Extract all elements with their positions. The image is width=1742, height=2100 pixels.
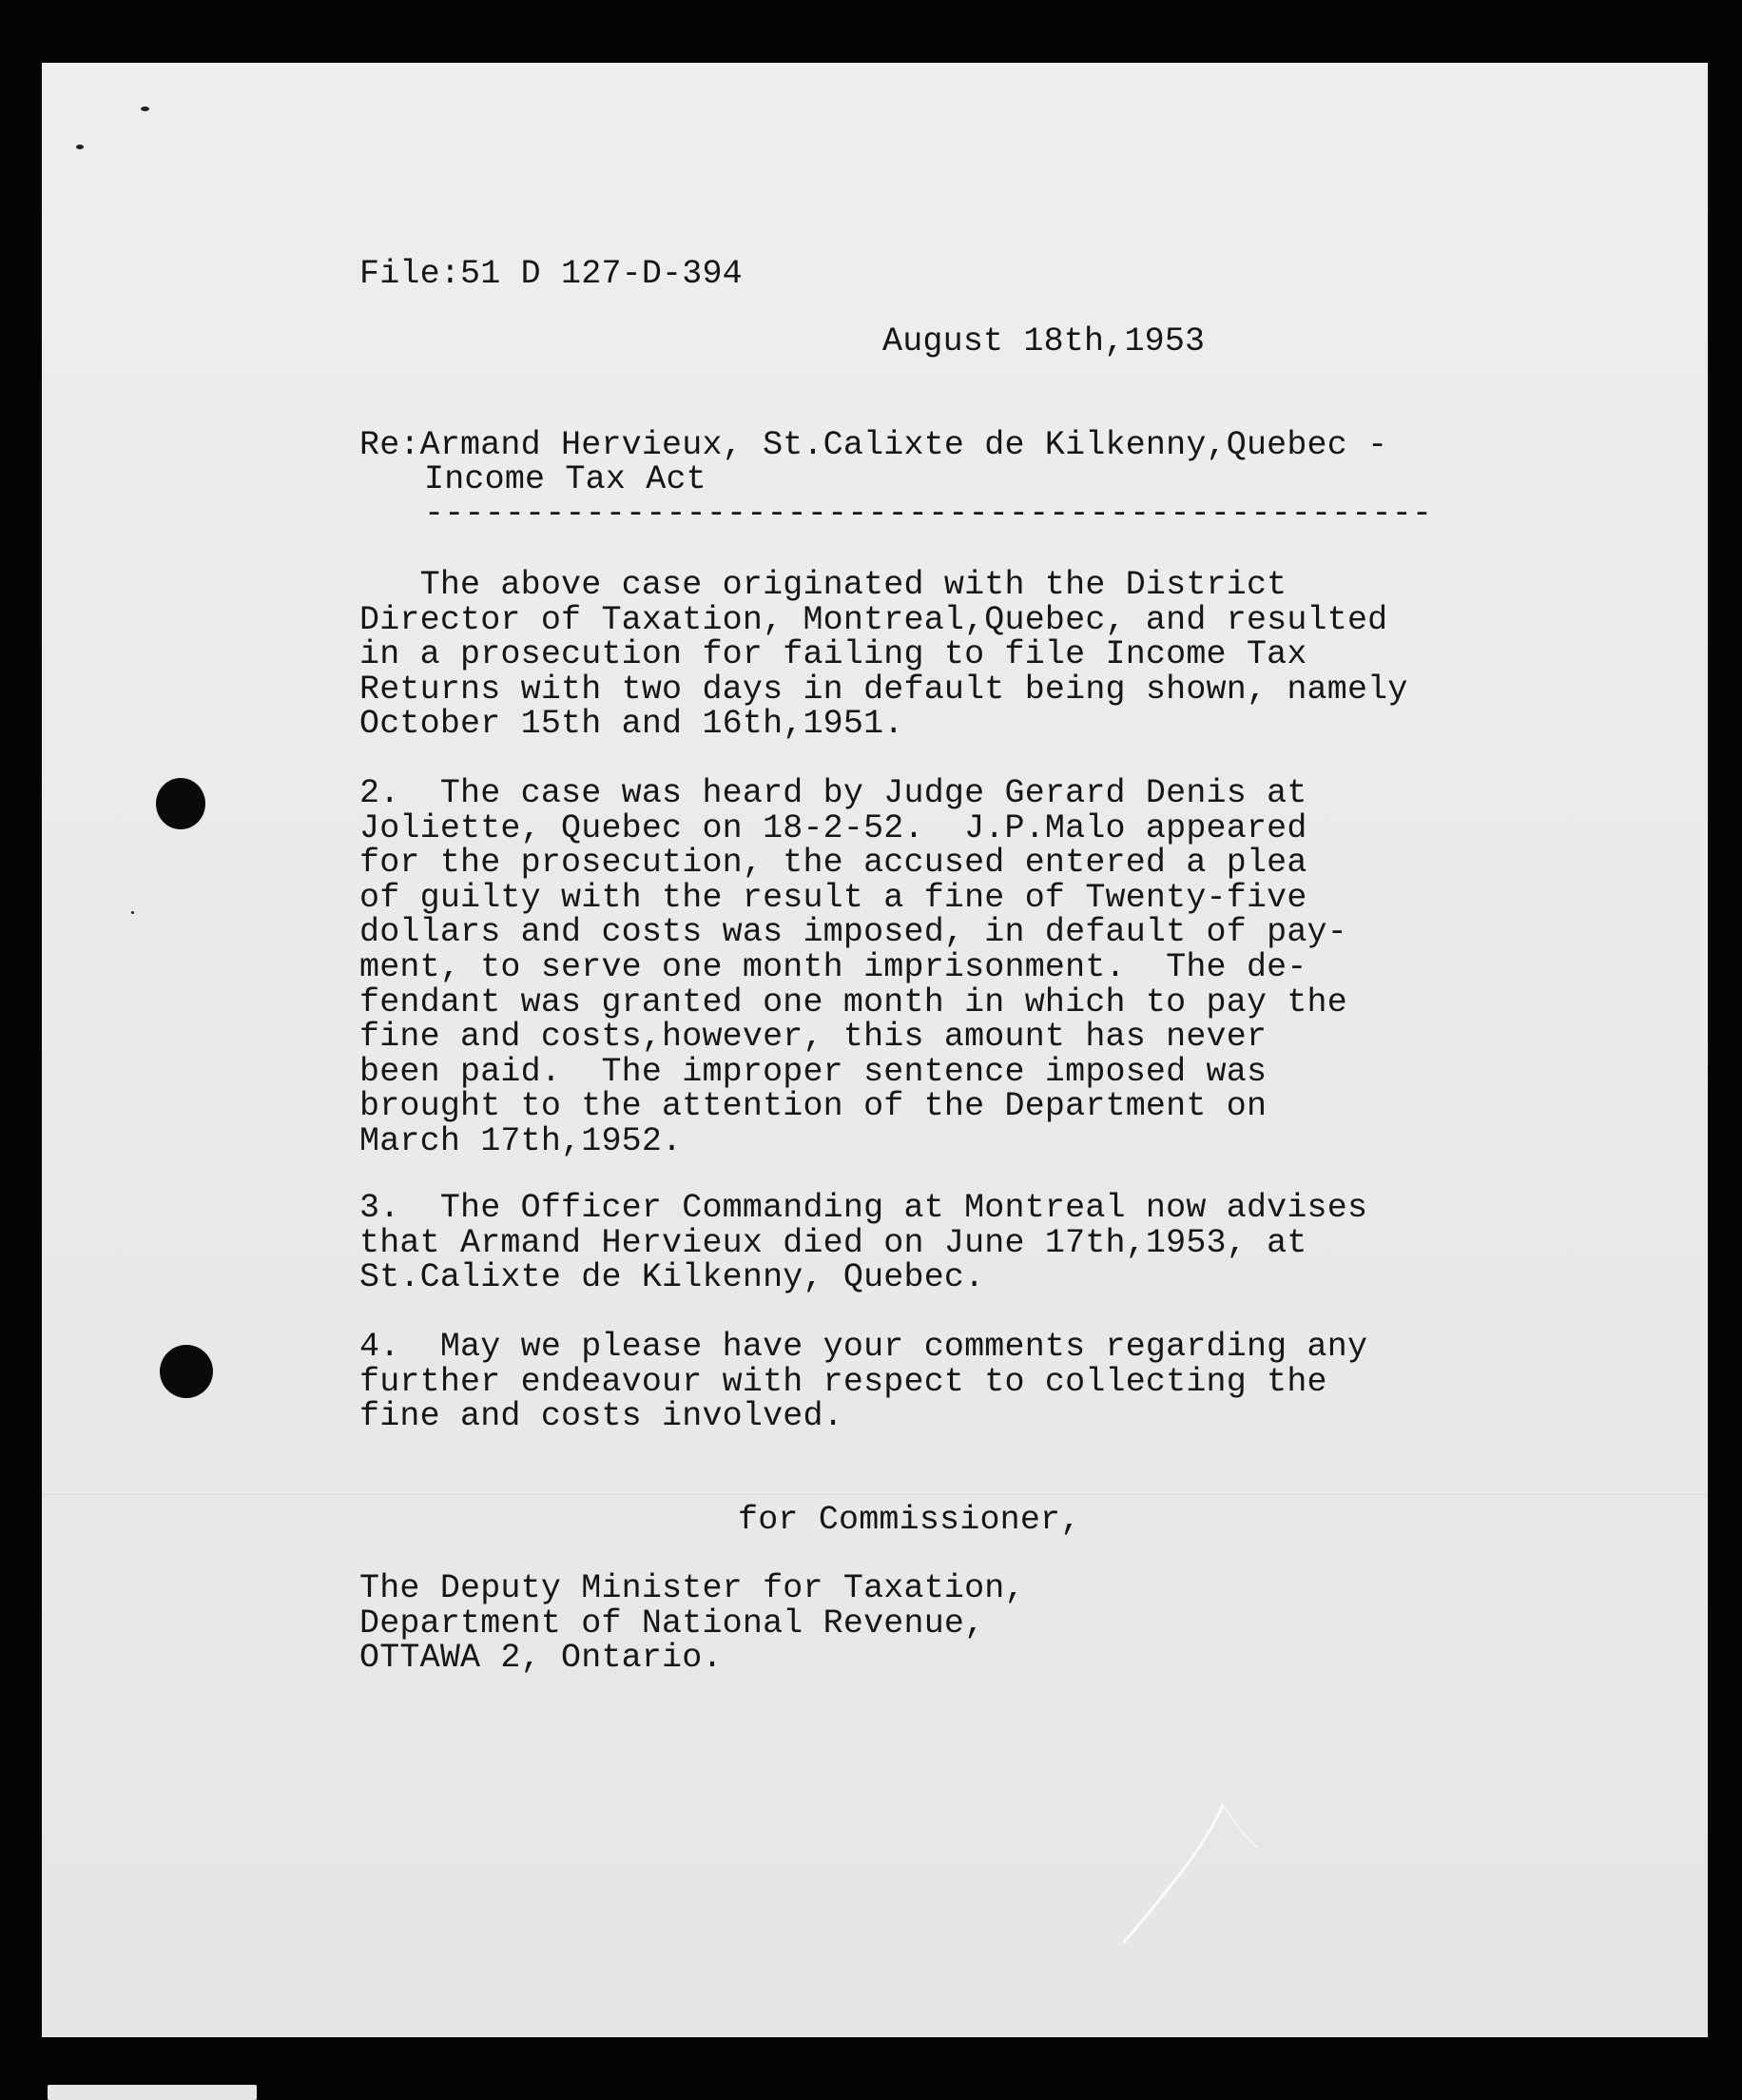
paper-fold-line <box>42 1494 1708 1495</box>
scan-speck <box>141 107 149 111</box>
paragraph-2: 2. The case was heard by Judge Gerard Denis at Joliette, Quebec on 18-2-52. J.P.Malo appeared for the prosecution, the accused entered a plea of guilty with the result a fine of Twenty-five dollars and costs was imposed, in default of pay- ment, to serve one month imprisonment. The de- fendant was granted one month in which to pay the fine and costs,however, this amount has never been paid. The improper sentence imposed was brought to the attention of the Department on March 17th,1952. <box>359 774 1347 1160</box>
addressee-block: The Deputy Minister for Taxation, Department of National Revenue, OTTAWA 2, Ontario. <box>359 1569 1025 1678</box>
subject-underline: -------------------------------------------------- <box>424 495 1433 533</box>
file-reference: File:51 D 127-D-394 <box>359 255 743 293</box>
paragraph-1: The above case originated with the District Director of Taxation, Montreal,Quebec, and resulted in a prosecution for failing to file Income Tax Returns with two days in default being shown, namely October 15th and 16th,1951. <box>359 566 1408 744</box>
paragraph-4: 4. May we please have your comments regarding any further endeavour with respect to collecting the fine and costs involved. <box>359 1328 1368 1436</box>
film-scratch <box>1118 1798 1270 1950</box>
signoff: for Commissioner, <box>738 1501 1081 1539</box>
letter-date: August 18th,1953 <box>882 322 1206 360</box>
subject-line-continued: Income Tax Act <box>424 460 706 498</box>
scan-speck <box>131 911 134 914</box>
scan-speck <box>76 145 84 149</box>
punch-hole-top <box>156 778 205 829</box>
film-frame-label <box>48 2085 257 2100</box>
punch-hole-bottom <box>160 1345 213 1398</box>
subject-line: Re:Armand Hervieux, St.Calixte de Kilkenny,Quebec - <box>359 426 1388 464</box>
paragraph-3: 3. The Officer Commanding at Montreal now advises that Armand Hervieux died on June 17th,1953, at St.Calixte de Kilkenny, Quebec. <box>359 1189 1368 1297</box>
